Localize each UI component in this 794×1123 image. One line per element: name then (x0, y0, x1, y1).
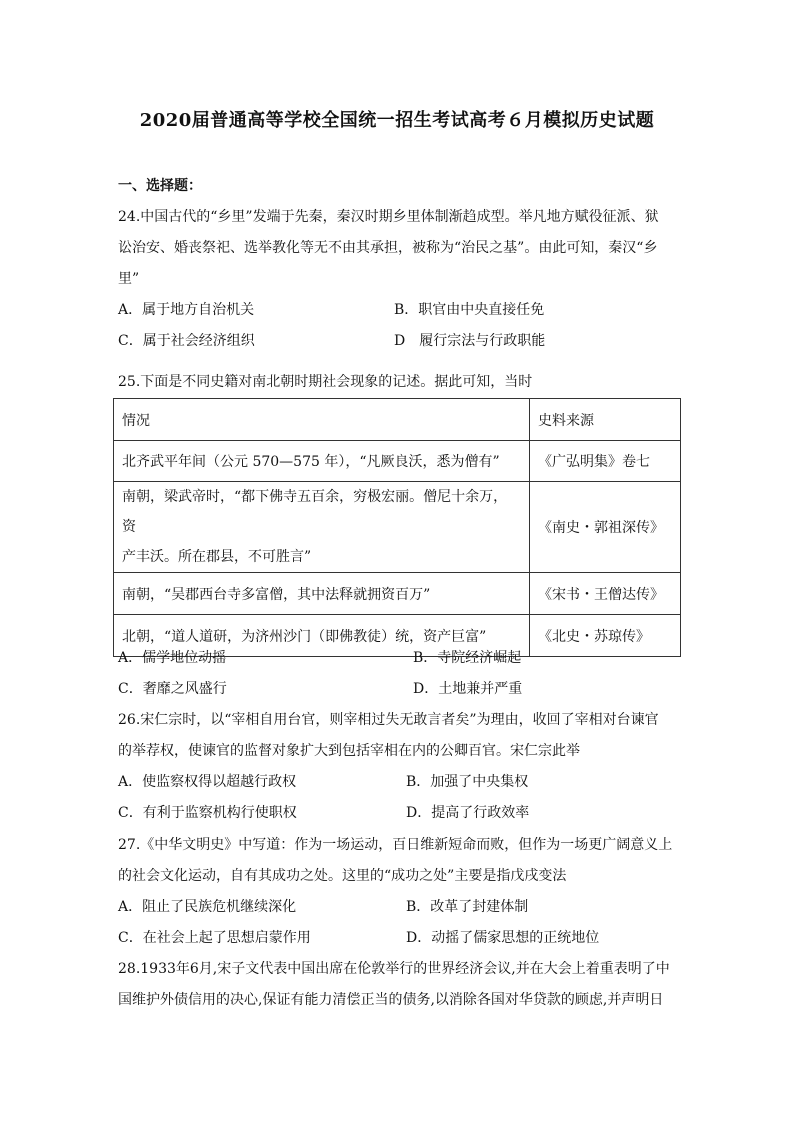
q26-option-b[interactable]: B．加强了中央集权 (406, 774, 529, 790)
q24-stem-line-1: 24.中国古代的“乡里”发端于先秦，秦汉时期乡里体制渐趋成型。举凡地方赋役征派、狱 (118, 209, 659, 225)
q25-stem: 25.下面是不同史籍对南北朝时期社会现象的记述。据此可知，当时 (118, 374, 533, 390)
q25-option-a[interactable]: A．儒学地位动摇 (118, 650, 227, 666)
header-source: 史料来源 (530, 399, 681, 441)
q25-option-d[interactable]: D．土地兼并严重 (413, 681, 523, 697)
table-header-row (114, 399, 681, 441)
q25-option-b[interactable]: B．寺院经济崛起 (413, 650, 522, 666)
page-title: 2020届普通高等学校全国统一招生考试高考６月模拟历史试题 (139, 110, 655, 131)
row-situation: 南朝，“吴郡西台寺多富僧，其中法释就拥资百万” (114, 573, 530, 615)
row-source: 《广弘明集》卷七 (530, 441, 681, 482)
row-source: 《北史・苏琼传》 (530, 615, 681, 657)
q27-option-d[interactable]: D．动摇了儒家思想的正统地位 (406, 930, 600, 946)
q26-option-a[interactable]: A．使监察权得以超越行政权 (118, 774, 297, 790)
q26-stem-line-2: 的举荐权，使谏官的监督对象扩大到包括宰相在内的公卿百官。宋仁宗此举 (118, 743, 580, 759)
q27-stem-line-2: 的社会文化运动，自有其成功之处。这里的“成功之处”主要是指戊戌变法 (118, 868, 567, 884)
q27-option-a[interactable]: A．阻止了民族危机继续深化 (118, 899, 297, 915)
row-situation (114, 482, 530, 573)
q24-option-c[interactable]: C．属于社会经济组织 (118, 333, 255, 349)
q25-option-c[interactable]: C．奢靡之风盛行 (118, 681, 227, 697)
q24-option-d[interactable]: D 履行宗法与行政职能 (394, 333, 546, 349)
row-source: 《南史・郭祖深传》 (530, 482, 681, 573)
q25-table (113, 398, 681, 657)
row-situation-line: 南朝，梁武帝时，“都下佛寺五百余，穷极宏丽。僧尼十余万，资 (122, 489, 508, 535)
q26-option-d[interactable]: D．提高了行政效率 (406, 805, 530, 821)
q27-option-c[interactable]: C．在社会上起了思想启蒙作用 (118, 930, 311, 946)
q26-option-c[interactable]: C．有利于监察机构行使职权 (118, 805, 297, 821)
q27-stem-line-1: 27.《中华文明史》中写道：作为一场运动，百日维新短命而败，但作为一场更广阔意义上 (118, 837, 673, 853)
q24-stem-line-2: 讼治安、婚丧祭祀、选举教化等无不由其承担，被称为“治民之基”。由此可知，秦汉“乡 (118, 240, 658, 256)
table-row (114, 482, 681, 573)
row-situation-line: 产丰沃。所在郡县，不可胜言” (122, 549, 312, 565)
header-situation: 情况 (114, 399, 530, 441)
q26-stem-line-1: 26.宋仁宗时，以“宰相自用台官，则宰相过失无敢言者矣”为理由，收回了宰相对台谏官 (118, 712, 659, 728)
row-situation: 北齐武平年间（公元 570—575 年），“凡厥良沃，悉为僧有” (114, 441, 530, 482)
section-heading: 一、选择题： (118, 178, 202, 194)
row-source: 《宋书・王僧达传》 (530, 573, 681, 615)
row-situation: 北朝，“道人道研，为济州沙门（即佛教徒）统，资产巨富” (114, 615, 530, 657)
table-row (114, 441, 681, 482)
q24-option-b[interactable]: B．职官由中央直接任免 (394, 302, 545, 318)
table-row (114, 573, 681, 615)
q24-stem-line-3: 里” (118, 271, 140, 287)
q27-option-b[interactable]: B．改革了封建体制 (406, 899, 529, 915)
q28-stem-line-1: 28.1933年6月,宋子文代表中国出席在伦敦举行的世界经济会议,并在大会上着重表明了中 (118, 961, 670, 977)
q24-option-a[interactable]: A．属于地方自治机关 (118, 302, 255, 318)
q28-stem-line-2: 国维护外债信用的决心,保证有能力清偿正当的债务,以消除各国对华贷款的顾虑,并声明日 (118, 992, 664, 1008)
